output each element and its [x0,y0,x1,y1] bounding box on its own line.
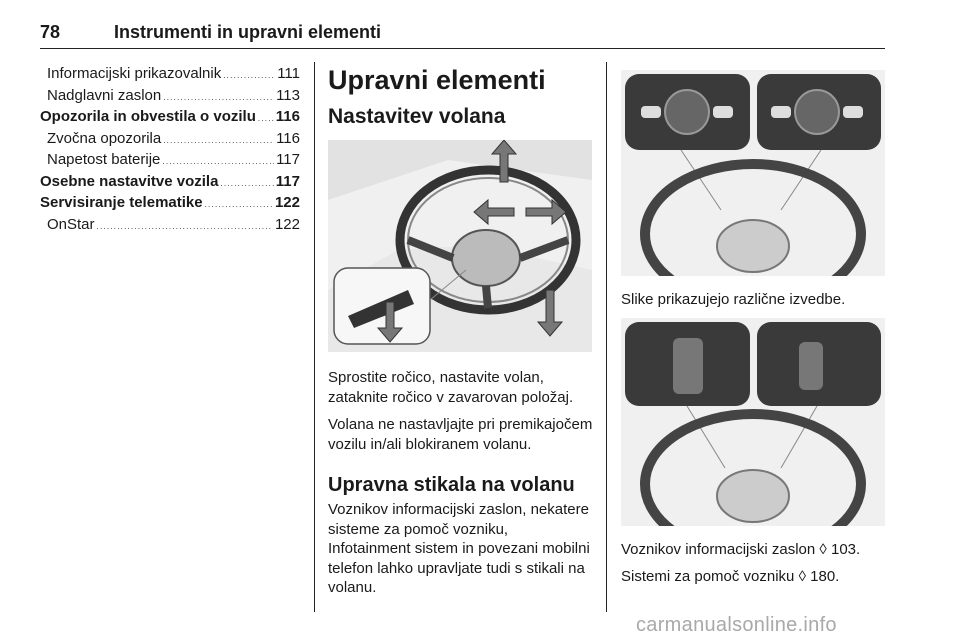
display-reference[interactable]: Voznikov informacijski zaslon ◊ 103. [621,540,861,558]
toc-entry-title: Napetost baterije [47,151,161,168]
figure-caption: Slike prikazujejo različne izvedbe. [621,291,846,308]
steering-instruction: Sprostite ročico, nastavite volan, zataknite ročico v zavarovan položaj. [328,369,574,406]
toc-entry-page: 122 [274,194,300,211]
toc-entry-page: 111 [277,65,300,82]
toc-leader [205,193,273,215]
controls-description: Voznikov informacijski zaslon, nekatere sisteme za pomoč vozniku, Infotainment sistem in povezani mobilni telefon lahko upravljate tudi s stikali na volanu. [328,501,590,596]
toc-entry-title: Informacijski prikazovalnik [47,65,222,82]
toc-leader [223,64,275,86]
toc-leader [97,215,273,237]
toc-entry[interactable] [40,129,300,151]
page-number: 78 [40,22,61,42]
right-column [621,70,885,587]
toc-entry-title: Osebne nastavitve vozila [40,172,219,190]
toc-entry[interactable] [40,172,300,194]
table-of-contents [40,64,300,236]
page-header [40,22,885,49]
wheel-controls-figure-2 [621,318,885,526]
toc-entry-page: 116 [276,129,300,147]
toc-entry-page: 113 [276,86,300,104]
steering-warning: Volana ne nastavljajte pri premikajočem vozilu in/ali blokiranem volanu. [328,416,593,453]
watermark: carmanualsonline.info [636,614,837,636]
toc-entry-page: 117 [275,172,300,190]
toc-entry[interactable] [40,193,300,215]
steering-adjustment-figure [328,140,592,352]
toc-leader [220,172,273,194]
wheel-controls-figure-1 [621,70,885,276]
controls-subtitle: Upravna stikala na volanu [328,474,575,496]
toc-entry[interactable] [40,107,300,129]
section-subtitle: Nastavitev volana [328,105,506,128]
toc-leader [163,129,274,151]
toc-entry[interactable] [40,64,300,86]
assist-reference[interactable]: Sistemi za pomoč vozniku ◊ 180. [621,568,840,585]
column-divider-right [606,62,607,612]
toc-entry-title: Opozorila in obvestila o vozilu [40,108,256,125]
toc-entry[interactable] [40,150,300,172]
toc-entry-page: 122 [274,215,300,233]
toc-entry-page: 116 [275,108,300,125]
toc-leader [163,86,274,108]
toc-entry[interactable] [40,86,300,108]
toc-entry[interactable] [40,215,300,237]
toc-entry-title: Nadglavni zaslon [47,86,162,104]
toc-entry-title: Zvočna opozorila [47,129,162,147]
toc-entry-page: 117 [276,151,300,168]
section-title: Upravni elementi [328,65,546,95]
toc-entry-title: Servisiranje telematike [40,194,203,211]
main-column [328,62,593,606]
toc-leader [162,150,274,172]
chapter-title: Instrumenti in upravni elementi [114,22,382,42]
toc-entry-title: OnStar [47,215,95,233]
column-divider-left [314,62,315,612]
toc-leader [258,107,274,129]
